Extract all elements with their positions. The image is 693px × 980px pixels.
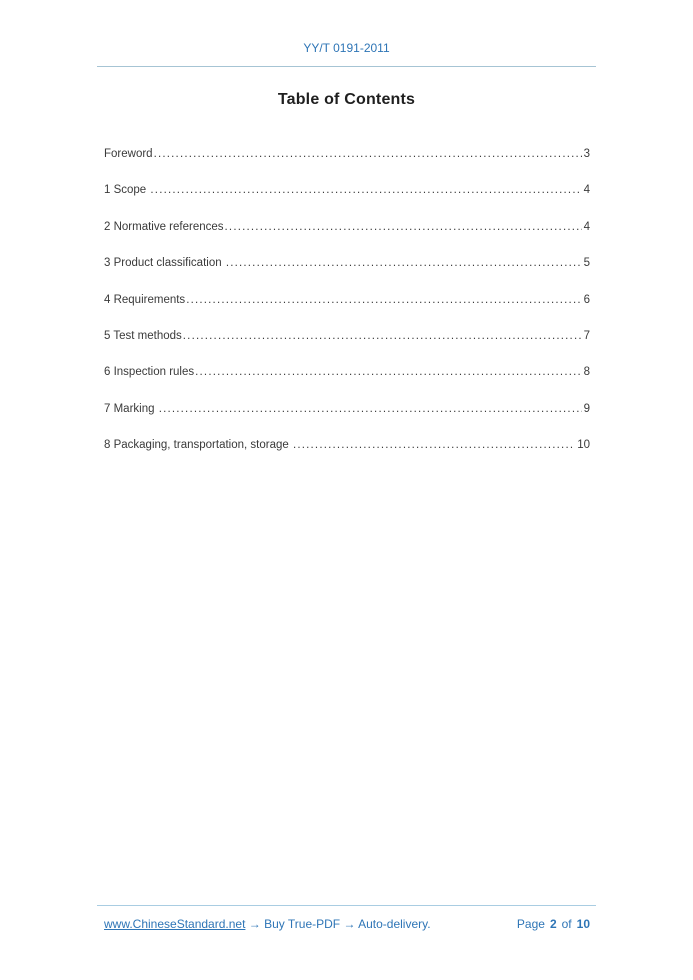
footer-tagline: → Buy True-PDF → Auto-delivery. <box>245 917 431 931</box>
footer-divider <box>97 905 596 906</box>
toc-row <box>104 427 590 463</box>
toc-entry-label: Foreword <box>104 148 153 160</box>
toc-page-number: 10 <box>577 439 590 452</box>
toc-row <box>104 391 590 427</box>
toc-entry-label: 2 Normative references <box>104 220 224 233</box>
chinesestandard-link[interactable]: www.ChineseStandard.net <box>104 917 246 931</box>
toc-row <box>104 354 590 390</box>
toc-entry-label: 1 Scope <box>104 184 150 197</box>
leader-dots <box>226 245 582 281</box>
page-label: Page <box>516 917 545 931</box>
toc-row <box>104 209 590 245</box>
footer <box>104 916 590 932</box>
toc-entry-label: 4 Requirements <box>104 293 186 306</box>
toc-entry-label: 3 Product classification <box>104 257 225 270</box>
toc-entry-label: 6 Inspection rules <box>104 366 195 379</box>
toc-page-number: 4 <box>583 220 590 233</box>
toc-row <box>104 282 590 318</box>
header-standard-code: YY/T 0191-2011 <box>303 41 390 55</box>
toc-page-number: 5 <box>583 257 590 270</box>
toc-entry-label: 8 Packaging, transportation, storage <box>104 439 292 452</box>
leader-dots <box>154 136 582 172</box>
toc-page-number: 8 <box>583 366 590 379</box>
toc-page-number: 4 <box>583 184 590 197</box>
toc-page-number: 3 <box>583 148 590 160</box>
toc-row <box>104 318 590 354</box>
page-current: 2 <box>549 917 557 931</box>
page-of-label: of <box>561 917 572 931</box>
leader-dots <box>183 318 582 354</box>
footer-left <box>104 916 431 932</box>
leader-dots <box>195 354 581 390</box>
toc-row <box>104 136 590 172</box>
leader-dots <box>150 172 581 208</box>
page-indicator <box>517 916 590 932</box>
toc-entry-label: 5 Test methods <box>104 329 182 342</box>
page-title: Table of Contents <box>277 91 416 108</box>
toc-page-number: 7 <box>583 329 590 342</box>
leader-dots <box>159 391 582 427</box>
leader-dots <box>293 427 575 463</box>
toc-page-number: 9 <box>583 402 590 415</box>
header-divider <box>97 66 596 67</box>
toc-page-number: 6 <box>583 293 590 306</box>
toc-row <box>104 172 590 208</box>
leader-dots <box>225 209 582 245</box>
table-of-contents <box>104 136 590 464</box>
toc-entry-label: 7 Marking <box>104 402 158 415</box>
leader-dots <box>186 282 581 318</box>
page-total: 10 <box>576 917 590 931</box>
toc-row <box>104 245 590 281</box>
